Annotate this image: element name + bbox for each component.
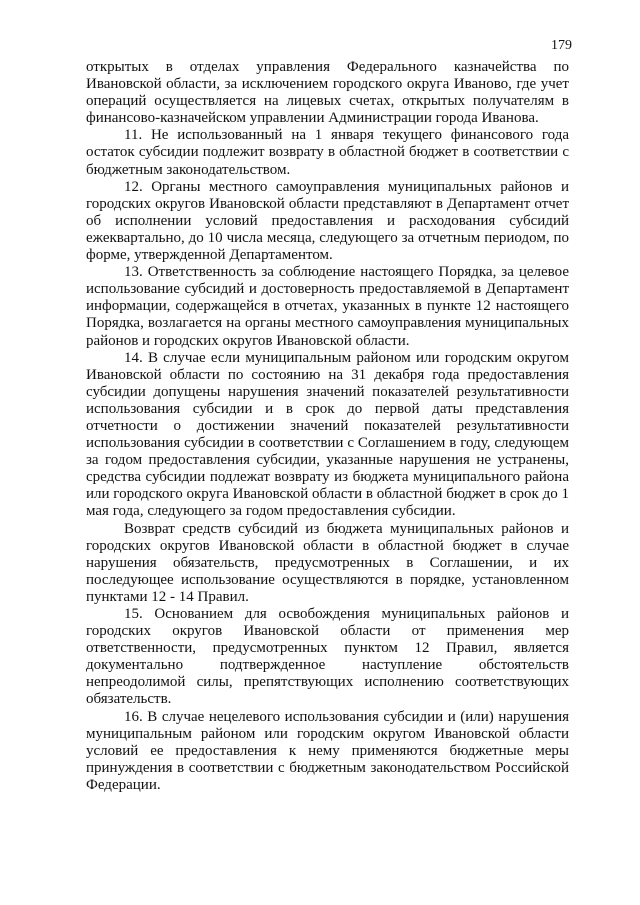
document-body bbox=[86, 59, 569, 794]
paragraph-11: 11. Не использованный на 1 января текущего финансового года остаток субсидии подлежит возврату в областной бюджет в соответствии с бюджетным законодательством. bbox=[86, 127, 569, 178]
paragraph-16: 16. В случае нецелевого использования субсидии и (или) нарушения муниципальным районом или городским округом Ивановской области условий ее предоставления к нему применяются бюджетные меры принуждения в соответствии с бюджетным законодательством Российской Федерации. bbox=[86, 708, 569, 793]
paragraph-13: 13. Ответственность за соблюдение настоящего Порядка, за целевое использование субсидий и достоверность предоставляемой в Департамент информации, содержащейся в отчетах, указанных в пункте 12 настоящего Порядка, возлагается на органы местного самоуправления муниципальных районов и городских округов Ивановской области. bbox=[86, 264, 569, 349]
paragraph-14: 14. В случае если муниципальным районом или городским округом Ивановской области по состоянию на 31 декабря года предоставления субсидии допущены нарушения значений показателей результативности использования субсидии и в срок до первой даты представления отчетности о достижении значений показателей результативности использования субсидии в соответствии с Соглашением в году, следующем за годом предоставления субсидии, указанные нарушения не устранены, средства субсидии подлежат возврату из бюджета муниципального района или городского округа Ивановской области в областной бюджет в срок до 1 мая года, следующего за годом предоставления субсидии. bbox=[86, 349, 569, 520]
paragraph-15: 15. Основанием для освобождения муниципальных районов и городских округов Ивановской области от применения мер ответственности, предусмотренных пунктом 12 Правил, является документально подтвержденное наступление обстоятельств непреодолимой силы, препятствующих исполнению соответствующих обязательств. bbox=[86, 606, 569, 708]
paragraph-12: 12. Органы местного самоуправления муниципальных районов и городских округов Ивановской области представляют в Департамент отчет об исполнении условий предоставления и расходования субсидий ежеквартально, до 10 числа месяца, следующего за отчетным периодом, по форме, утвержденной Департаментом. bbox=[86, 178, 569, 264]
paragraph-refund: Возврат средств субсидий из бюджета муниципальных районов и городских округов Ивановской области в областной бюджет в случае нарушения обязательств, предусмотренных в Соглашении, и их последующее использование осуществляются в порядке, установленном пунктами 12 - 14 Правил. bbox=[86, 520, 569, 605]
page-number: 179 bbox=[551, 38, 572, 53]
paragraph-continuation: открытых в отделах управления Федерального казначейства по Ивановской области, за исключением городского округа Иваново, где учет операций осуществляется на лицевых счетах, открытых получателям в финансово-казначейском управлении Администрации города Иванова. bbox=[86, 59, 569, 127]
